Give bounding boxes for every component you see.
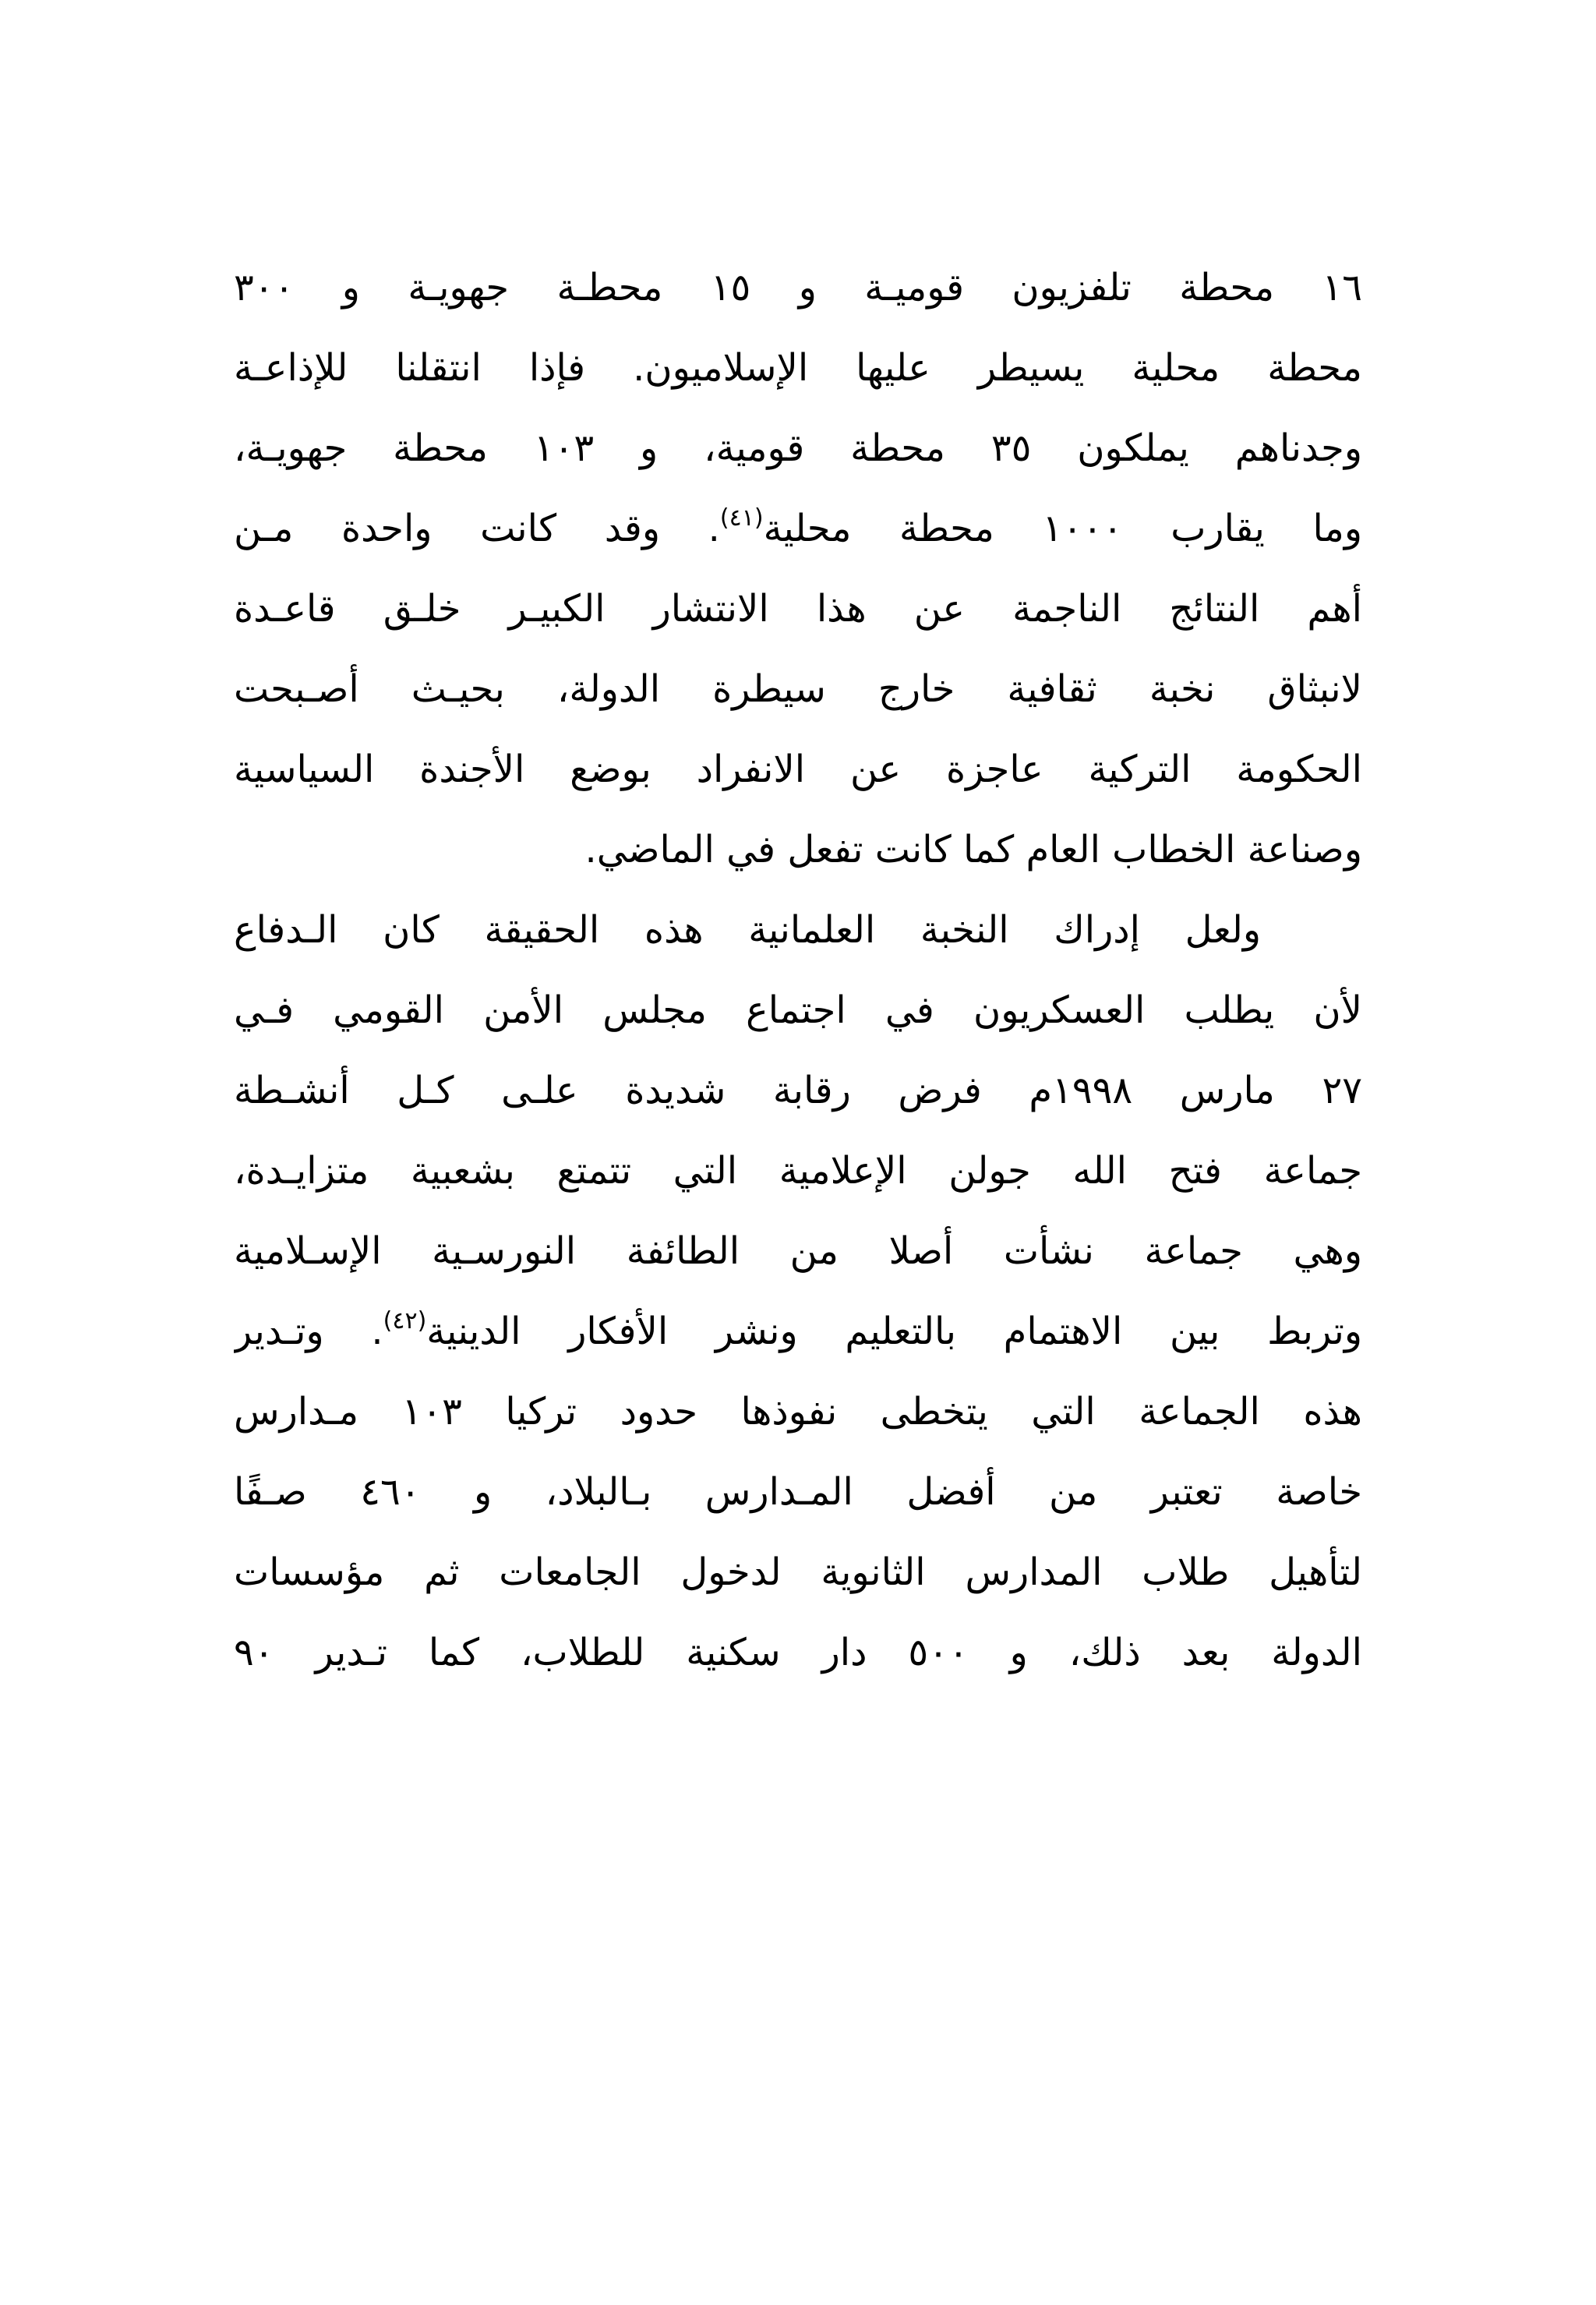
footnote-ref: (٤٢) [383,1307,427,1335]
text-line: وجدناهم يملكون ٣٥ محطة قومية، و ١٠٣ محطة جهويـة، [234,426,1362,470]
text-line [234,489,1362,569]
text-line: لأن يطلب العسكريون في اجتماع مجلس الأمن القومي فـي [234,988,1362,1032]
footnote-ref: (٤١) [719,504,764,532]
line-text: وما يقارب ١٠٠٠ محطة محلية [763,507,1362,550]
line-text: وتربط بين الاهتمام بالتعليم ونشر الأفكار الدينية [426,1310,1362,1353]
paragraph [234,248,1362,890]
text-line [234,1292,1362,1372]
paragraph [234,890,1362,1693]
line-text: . وتـدير [234,1310,383,1353]
line-text: . وقد كانت واحدة مـن [234,507,720,550]
text-line: محطة محلية يسيطر عليها الإسلاميون. فإذا انتقلنا للإذاعـة [234,346,1362,390]
text-line: لتأهيل طلاب المدارس الثانوية لدخول الجامعات ثم مؤسسات [234,1550,1362,1594]
text-line: وصناعة الخطاب العام كما كانت تفعل في الماضي. [584,828,1362,871]
text-line: ولعل إدراك النخبة العلمانية هذه الحقيقة كان الـدفاع [234,908,1261,952]
text-line: هذه الجماعة التي يتخطى نفوذها حدود تركيا ١٠٣ مـدارس [234,1390,1362,1434]
body-text [234,248,1362,1693]
text-line: جماعة فتح الله جولن الإعلامية التي تتمتع بشعبية متزايـدة، [234,1149,1362,1193]
text-line: الدولة بعد ذلك، و ٥٠٠ دار سكنية للطلاب، كما تـدير ٩٠ [234,1631,1362,1674]
text-line: لانبثاق نخبة ثقافية خارج سيطرة الدولة، بحيـث أصـبحت [234,667,1362,711]
text-line: أهم النتائج الناجمة عن هذا الانتشار الكبيـر خلـق قاعـدة [234,587,1362,631]
text-line: ٢٧ مارس ١٩٩٨م فرض رقابة شديدة علـى كـل أنشـطة [234,1069,1362,1112]
text-line: الحكومة التركية عاجزة عن الانفراد بوضع الأجندة السياسية [234,748,1362,791]
text-line: وهي جماعة نشأت أصلا من الطائفة النورسـية الإسـلامية [234,1229,1362,1273]
text-line: خاصة تعتبر من أفضل المـدارس بـالبلاد، و ٤٦٠ صـفًا [234,1470,1362,1514]
text-line: ١٦ محطة تلفزيون قوميـة و ١٥ محطـة جهويـة و ٣٠٠ [234,266,1362,309]
